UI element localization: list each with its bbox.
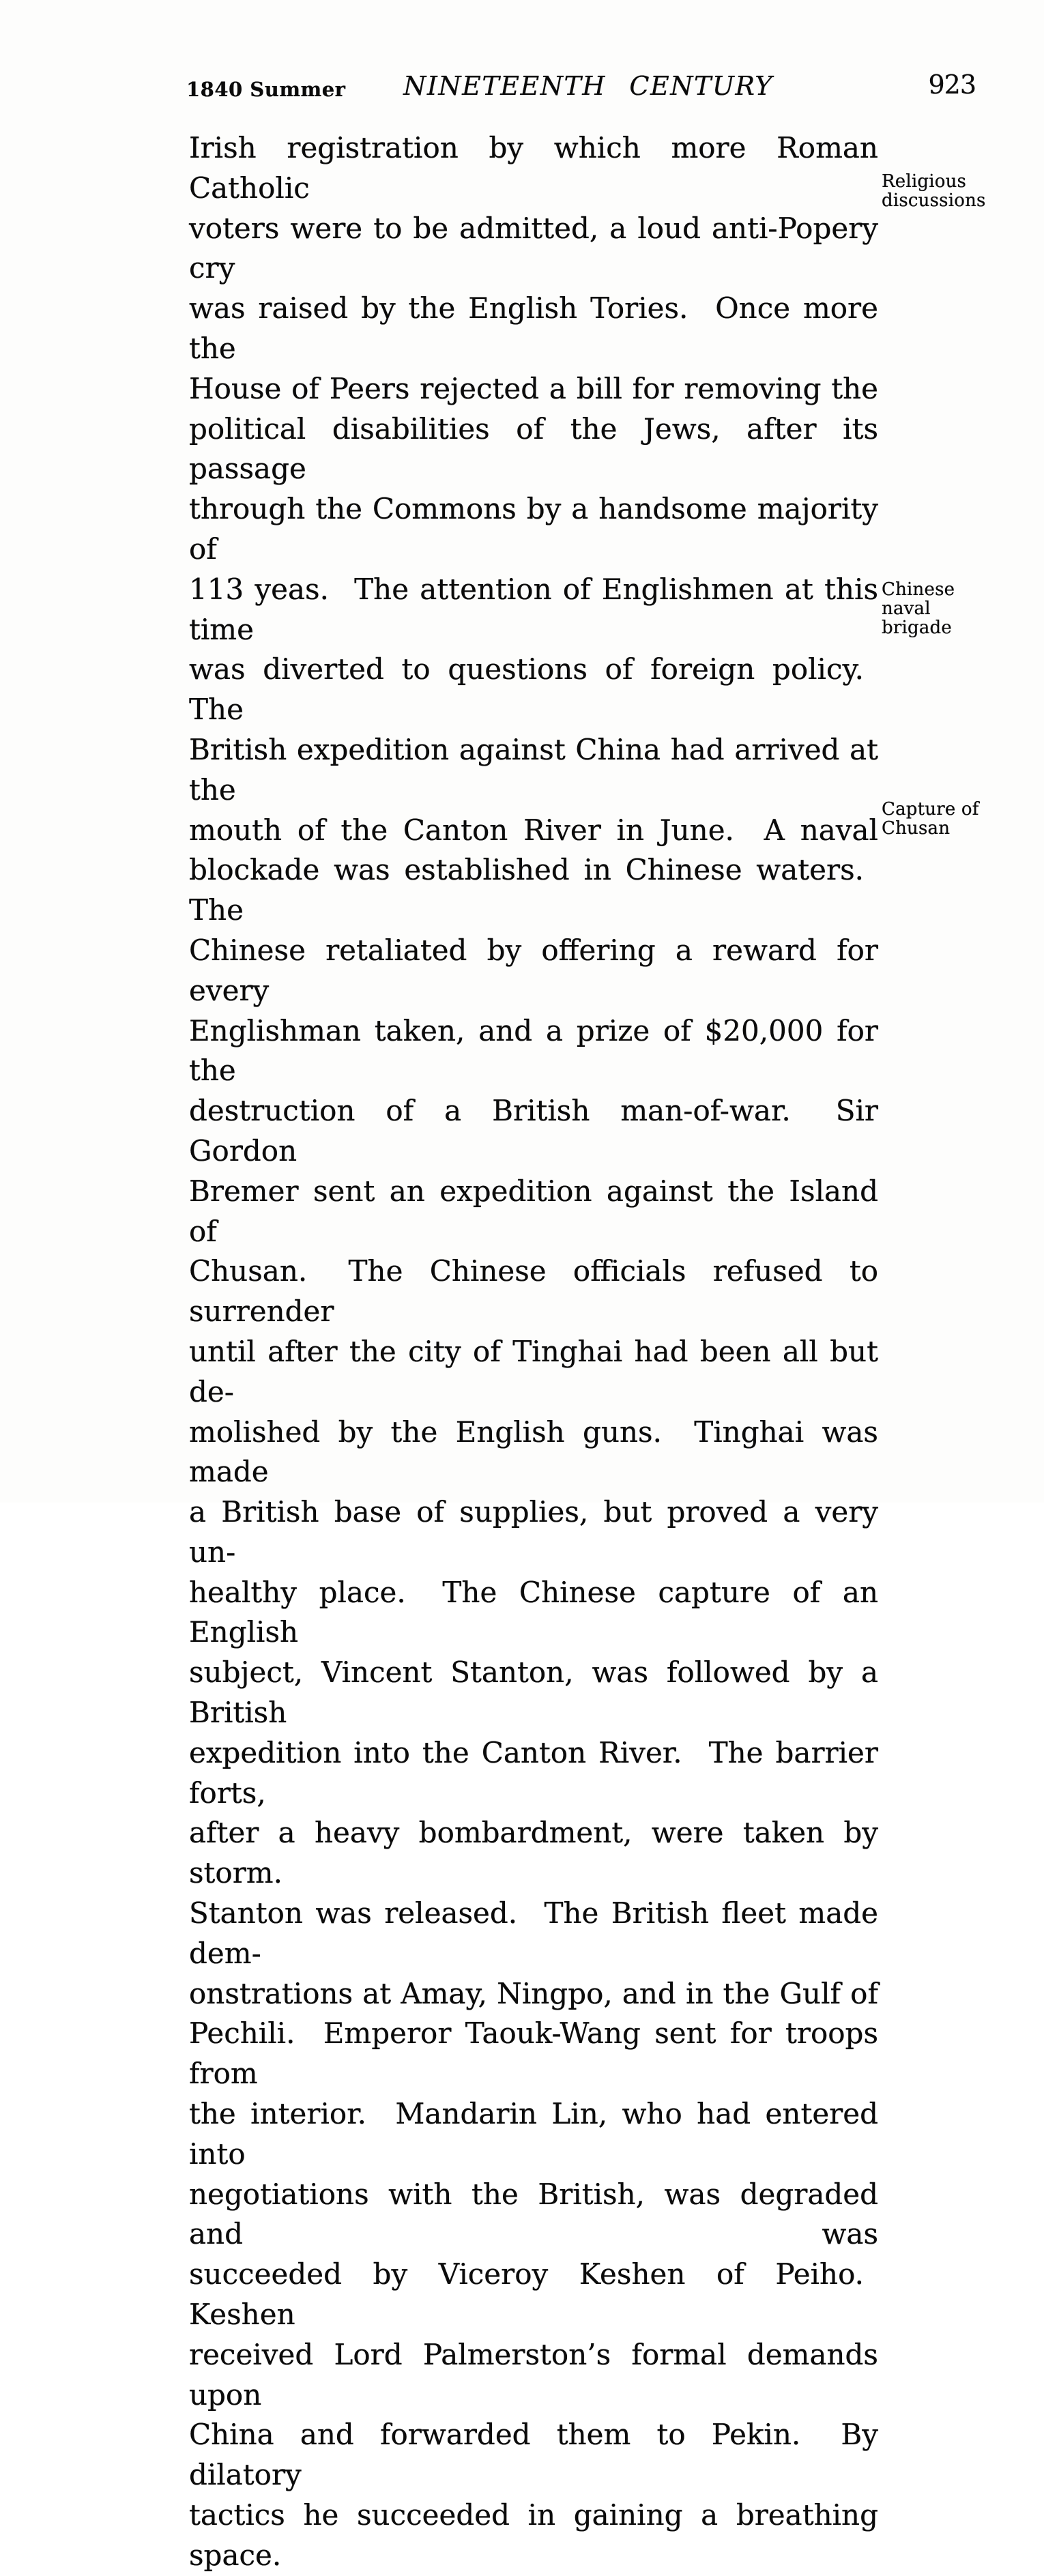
body-line: received Lord Palmerston’s formal demands upon xyxy=(189,2337,878,2412)
margin-note-line: brigade xyxy=(882,618,952,638)
body-line: Pechili. Emperor Taouk-Wang sent for troops from xyxy=(189,2016,878,2091)
body-line: Chusan. The Chinese officials refused to surrender xyxy=(189,1254,878,1329)
body-line: blockade was established in Chinese waters. The xyxy=(189,853,878,927)
body-line: political disabilities of the Jews, after its passage xyxy=(189,411,878,486)
body-line: Irish registration by which more Roman Catholic xyxy=(189,131,878,205)
body-line: Englishman taken, and a prize of $20,000 for the xyxy=(189,1013,878,1088)
body-line: destruction of a British man-of-war. Sir Gordon xyxy=(189,1094,878,1168)
margin-note-line: Chinese xyxy=(882,579,955,600)
header-date-label: 1840 Summer xyxy=(186,78,346,101)
page-number: 923 xyxy=(928,70,976,100)
body-line: 113 yeas. The attention of Englishmen at this time xyxy=(189,572,878,646)
margin-note-capture-of-chusan xyxy=(882,800,1040,838)
body-line: was diverted to questions of foreign policy. The xyxy=(189,652,878,727)
body-text-column xyxy=(189,128,878,2576)
body-line: Chinese retaliated by offering a reward for every xyxy=(189,933,878,1007)
body-line: China and forwarded them to Pekin. By dilatory xyxy=(189,2418,878,2492)
body-line: a British base of supplies, but proved a very un- xyxy=(189,1495,878,1569)
body-line: mouth of the Canton River in June. A naval xyxy=(189,813,878,847)
body-line: negotiations with the British, was degraded and was xyxy=(189,2177,878,2251)
body-line: until after the city of Tinghai had been all but de- xyxy=(189,1334,878,1408)
body-line: molished by the English guns. Tinghai was made xyxy=(189,1415,878,1489)
body-line: Stanton was released. The British fleet made dem- xyxy=(189,1896,878,1970)
body-line: tactics he succeeded in gaining a breathing space. xyxy=(189,2498,878,2572)
body-line: through the Commons by a handsome majority of xyxy=(189,492,878,566)
body-line: voters were to be admitted, a loud anti-Popery cry xyxy=(189,211,878,285)
body-line: Bremer sent an expedition against the Island of xyxy=(189,1174,878,1248)
margin-note-religious-discussions xyxy=(882,172,1040,210)
margin-note-line: Chusan xyxy=(882,818,951,839)
body-line: healthy place. The Chinese capture of an English xyxy=(189,1575,878,1649)
running-head xyxy=(0,0,1044,116)
body-line: onstrations at Amay, Ningpo, and in the Gulf of xyxy=(189,1976,878,2010)
body-line: expedition into the Canton River. The barrier forts, xyxy=(189,1735,878,1810)
margin-note-line: naval xyxy=(882,598,931,619)
margin-note-chinese-naval-brigade xyxy=(882,580,1040,637)
body-line: was raised by the English Tories. Once more the xyxy=(189,291,878,365)
header-title: NINETEENTH CENTURY xyxy=(403,71,773,101)
body-line: succeeded by Viceroy Keshen of Peiho. Keshen xyxy=(189,2257,878,2332)
margin-note-line: Capture of xyxy=(882,799,979,820)
body-line: after a heavy bombardment, were taken by storm. xyxy=(189,1816,878,1890)
body-line: subject, Vincent Stanton, was followed by a British xyxy=(189,1655,878,1730)
margin-note-line: discussions xyxy=(882,190,986,211)
margin-note-line: Religious xyxy=(882,171,967,192)
body-line: the interior. Mandarin Lin, who had entered into xyxy=(189,2097,878,2171)
body-line: House of Peers rejected a bill for removing the xyxy=(189,371,878,405)
body-line: British expedition against China had arrived at the xyxy=(189,732,878,807)
